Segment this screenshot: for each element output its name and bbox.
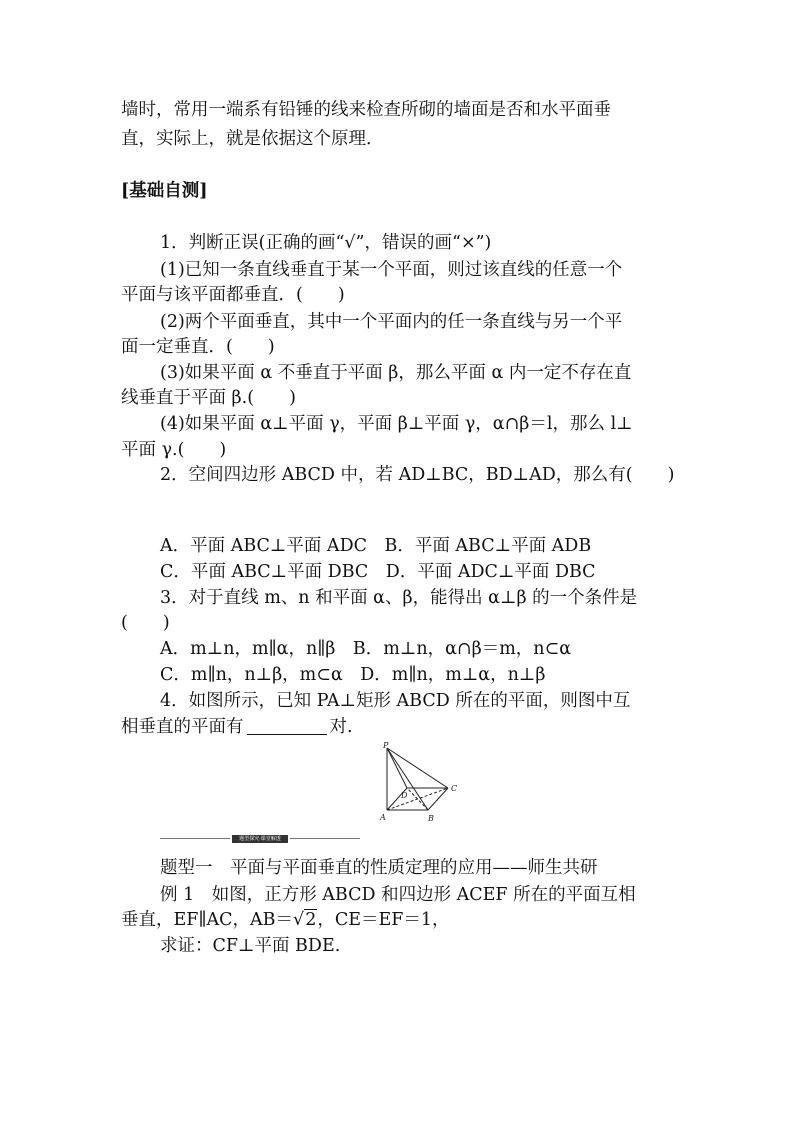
- q2-options-ab: A．平面 ABC⊥平面 ADC B．平面 ABC⊥平面 ADB: [160, 536, 592, 556]
- label-a: A: [380, 813, 386, 822]
- section-divider: [160, 835, 360, 843]
- q1-item3-line2: 线垂直于平面 β.( ): [121, 388, 296, 408]
- example1-line2: [121, 907, 450, 933]
- q1-item4-line1: (4)如果平面 α⊥平面 γ，平面 β⊥平面 γ，α∩β＝l，那么 l⊥: [160, 414, 633, 434]
- diagonal-bd: [407, 788, 428, 810]
- q1-item3-line1: (3)如果平面 α 不垂直于平面 β，那么平面 α 内一定不存在直: [160, 363, 632, 383]
- q1-item4-line2: 平面 γ.( ): [121, 440, 227, 460]
- q4-line2-pre: 相垂直的平面有: [121, 717, 244, 737]
- intro-line-2: 直，实际上，就是依据这个原理．: [121, 129, 384, 149]
- label-b: B: [428, 814, 434, 823]
- q2-stem: 2．空间四边形 ABCD 中，若 AD⊥BC，BD⊥AD，那么有( ): [160, 465, 675, 485]
- pyramid-figure: [378, 740, 464, 824]
- sqrt-radicand: 2: [305, 910, 317, 930]
- q3-paren: ( ): [121, 613, 170, 633]
- label-d: D: [401, 791, 408, 800]
- divider-tag: [232, 835, 288, 843]
- q1-item1-line2: 平面与该平面都垂直．( ): [121, 285, 345, 305]
- q3-options-ab: A．m⊥n，m∥α，n∥β B．m⊥n，α∩β＝m，n⊂α: [160, 639, 572, 659]
- answer-blank[interactable]: [247, 716, 327, 735]
- q4-line2: [121, 714, 353, 740]
- q3-stem: 3．对于直线 m、n 和平面 α、β，能得出 α⊥β 的一个条件是: [160, 588, 638, 608]
- divider-tag-text: 题型探究·课堂解透: [239, 836, 281, 842]
- label-c: C: [451, 784, 458, 793]
- q1-item2-line1: (2)两个平面垂直，其中一个平面内的任一条直线与另一个平: [160, 312, 623, 332]
- example1-line2-pre: 垂直，EF∥AC，AB＝: [121, 910, 294, 930]
- edge-bc: [428, 788, 448, 810]
- sqrt-symbol: √2: [293, 910, 317, 930]
- q4-line2-post: 对.: [329, 717, 353, 737]
- example1-line2-post: ，CE＝EF＝1，: [317, 910, 450, 930]
- q2-options-cd: C．平面 ABC⊥平面 DBC D．平面 ADC⊥平面 DBC: [160, 562, 596, 582]
- q3-options-cd: C．m∥n，n⊥β，m⊂α D．m∥n，m⊥α，n⊥β: [160, 665, 546, 685]
- example1-line3: 求证：CF⊥平面 BDE.: [160, 936, 341, 956]
- intro-line-1: 墙时，常用一端系有铅锤的线来检查所砌的墙面是否和水平面垂: [121, 100, 611, 120]
- q4-stem: 4．如图所示，已知 PA⊥矩形 ABCD 所在的平面，则图中互: [160, 691, 631, 711]
- q1-item2-line2: 面一定垂直．( ): [121, 337, 275, 357]
- edge-pc: [387, 748, 448, 788]
- type1-title: 题型一 平面与平面垂直的性质定理的应用——师生共研: [160, 858, 598, 878]
- label-p: P: [383, 741, 389, 750]
- q1-stem: 1．判断正误(正确的画“√”，错误的画“×”): [160, 233, 492, 253]
- example1-line1: 例 1 如图，正方形 ABCD 和四边形 ACEF 所在的平面互相: [160, 885, 636, 905]
- edge-pb: [387, 748, 428, 810]
- q1-item1-line1: (1)已知一条直线垂直于某一个平面，则过该直线的任意一个: [160, 260, 623, 280]
- section-heading: [基础自测]: [121, 181, 208, 201]
